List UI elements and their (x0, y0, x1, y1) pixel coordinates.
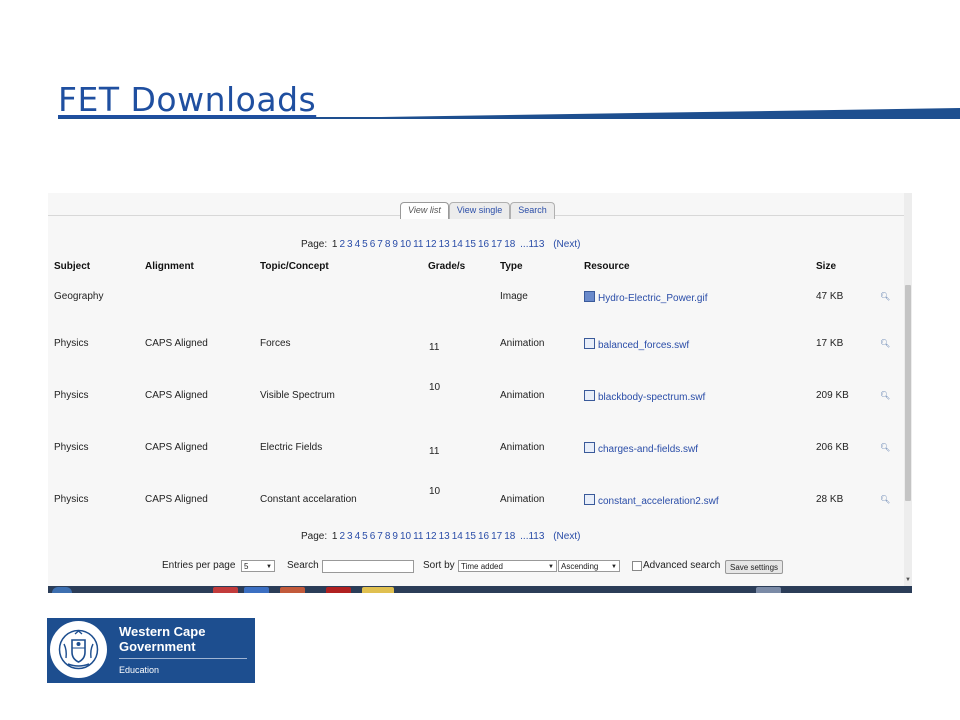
resource-link[interactable]: Hydro-Electric_Power.gif (598, 293, 708, 304)
entries-per-page-value: 5 (244, 562, 249, 571)
taskbar-app-icon[interactable] (213, 587, 238, 593)
entries-per-page-select[interactable] (241, 560, 275, 572)
cell-topic: Visible Spectrum (260, 390, 335, 401)
logo-text-line2: Government (119, 639, 196, 654)
start-button-icon[interactable] (52, 587, 72, 593)
chevron-down-icon: ▼ (548, 564, 554, 570)
cell-type: Animation (500, 338, 545, 349)
search-input[interactable] (322, 560, 414, 573)
view-details-magnifier-icon[interactable]: 🔍︎ (880, 292, 891, 301)
pager-page-link[interactable]: 7 (377, 239, 383, 250)
logo-divider (119, 658, 247, 659)
cell-resource (584, 390, 705, 403)
cell-subject: Geography (54, 291, 104, 302)
taskbar-app-icon[interactable] (280, 587, 305, 593)
tray-icon[interactable] (756, 587, 781, 593)
pager-page-link[interactable]: 3 (347, 531, 353, 542)
col-header-resource[interactable]: Resource (584, 261, 630, 272)
resource-link[interactable]: charges-and-fields.swf (598, 444, 699, 455)
pager-page-link[interactable]: 15 (464, 531, 476, 542)
cell-grade: 10 (429, 486, 441, 497)
pager-page-link[interactable]: 10 (399, 531, 412, 542)
pager-last-page[interactable]: ...113 (520, 239, 545, 250)
pager-page-link[interactable]: 6 (369, 531, 376, 542)
col-header-size[interactable]: Size (816, 261, 837, 272)
pager-page-link[interactable]: 1 (331, 239, 338, 250)
pager-page-link[interactable]: 17 (491, 531, 503, 542)
cell-subject: Physics (54, 390, 89, 401)
pager-page-link[interactable]: 9 (392, 239, 398, 250)
database-screenshot (48, 193, 912, 593)
view-details-magnifier-icon[interactable]: 🔍︎ (880, 495, 891, 504)
coat-of-arms-seal-icon (50, 621, 107, 678)
pager-page-link[interactable]: 4 (354, 531, 361, 542)
taskbar-app-icon[interactable] (362, 587, 394, 593)
cell-subject: Physics (54, 442, 89, 453)
pager-page-link[interactable]: 2 (339, 531, 346, 542)
pager-page-link[interactable]: 11 (413, 531, 424, 542)
pager-page-link[interactable]: 5 (362, 239, 368, 250)
pager-page-link[interactable]: 18 (504, 531, 516, 542)
view-details-magnifier-icon[interactable]: 🔍︎ (880, 339, 891, 348)
pager-page-link[interactable]: 11 (413, 239, 424, 250)
pager-next-link[interactable]: (Next) (553, 239, 581, 250)
col-header-type[interactable]: Type (500, 261, 523, 272)
cell-resource (584, 338, 689, 351)
pager-page-link[interactable]: 12 (425, 531, 437, 542)
cell-type: Animation (500, 390, 545, 401)
cell-size: 17 KB (816, 338, 844, 349)
pager-top (301, 239, 580, 250)
cell-resource (584, 291, 707, 304)
col-header-topic[interactable]: Topic/Concept (260, 261, 329, 272)
pager-page-link[interactable]: 6 (369, 239, 376, 250)
cell-topic: Forces (260, 338, 291, 349)
cell-resource (584, 442, 698, 455)
cell-size: 206 KB (816, 442, 849, 453)
slide-title[interactable]: FET Downloads (58, 80, 317, 119)
advanced-search-checkbox[interactable] (632, 561, 642, 571)
search-label: Search (287, 560, 319, 571)
logo-text-line3: Education (119, 665, 160, 675)
sort-by-select[interactable] (458, 560, 557, 572)
cell-alignment: CAPS Aligned (145, 442, 208, 453)
cell-size: 209 KB (816, 390, 849, 401)
pager-page-link[interactable]: 1 (331, 531, 338, 542)
cell-alignment: CAPS Aligned (145, 494, 208, 505)
chevron-down-icon: ▼ (611, 564, 617, 570)
cell-type: Image (500, 291, 528, 302)
pager-page-link[interactable]: 15 (464, 239, 476, 250)
view-tabs (400, 202, 555, 218)
pager-page-link[interactable]: 14 (451, 239, 463, 250)
flash-file-icon (584, 390, 595, 401)
advanced-search-label: Advanced search (643, 560, 721, 571)
pager-pages (330, 531, 515, 542)
tab-view-list[interactable]: View list (400, 202, 449, 219)
pager-page-link[interactable]: 17 (491, 239, 503, 250)
pager-page-link[interactable]: 18 (504, 239, 516, 250)
tab-search[interactable]: Search (510, 202, 555, 219)
pager-bottom (301, 531, 580, 542)
pager-page-link[interactable]: 4 (354, 239, 361, 250)
os-taskbar (48, 586, 912, 593)
flash-file-icon (584, 338, 595, 349)
taskbar-app-icon[interactable] (244, 587, 269, 593)
chevron-down-icon: ▼ (266, 564, 272, 570)
cell-size: 47 KB (816, 291, 844, 302)
flash-file-icon (584, 494, 595, 505)
coat-of-arms-icon (58, 628, 99, 671)
pager-pages (330, 239, 515, 250)
pager-page-link[interactable]: 13 (438, 531, 450, 542)
pager-page-link[interactable]: 13 (438, 239, 450, 250)
flash-file-icon (584, 442, 595, 453)
scroll-down-arrow-icon[interactable]: ▼ (905, 577, 911, 583)
sort-order-value: Ascending (561, 562, 599, 571)
entries-per-page-label: Entries per page (162, 560, 236, 571)
cell-subject: Physics (54, 338, 89, 349)
pager-page-link[interactable]: 16 (478, 531, 490, 542)
view-details-magnifier-icon[interactable]: 🔍︎ (880, 391, 891, 400)
pager-page-link[interactable]: 7 (377, 531, 383, 542)
pager-page-link[interactable]: 8 (384, 239, 391, 250)
pager-label: Page: (301, 239, 328, 250)
pager-last-page[interactable]: ...113 (520, 531, 545, 542)
sort-order-select[interactable] (558, 560, 620, 572)
pager-label: Page: (301, 531, 328, 542)
sort-by-label: Sort by (423, 560, 455, 571)
tab-view-single[interactable]: View single (449, 202, 510, 219)
sort-by-value: Time added (461, 562, 503, 571)
pager-page-link[interactable]: 10 (399, 239, 412, 250)
pager-next-link[interactable]: (Next) (553, 531, 581, 542)
pager-page-link[interactable]: 16 (478, 239, 490, 250)
vertical-scrollbar[interactable] (904, 193, 912, 593)
cell-grade: 11 (429, 342, 440, 353)
taskbar-app-icon[interactable] (326, 587, 351, 593)
cell-type: Animation (500, 442, 545, 453)
pager-page-link[interactable]: 5 (362, 531, 368, 542)
cell-alignment: CAPS Aligned (145, 390, 208, 401)
col-header-alignment[interactable]: Alignment (145, 261, 194, 272)
pager-page-link[interactable]: 8 (384, 531, 391, 542)
pager-page-link[interactable]: 3 (347, 239, 353, 250)
cell-resource (584, 494, 719, 507)
save-settings-button[interactable]: Save settings (725, 560, 783, 574)
pager-page-link[interactable]: 2 (339, 239, 346, 250)
pager-page-link[interactable]: 9 (392, 531, 398, 542)
cell-topic: Electric Fields (260, 442, 323, 453)
cell-grade: 10 (429, 382, 441, 393)
cell-topic: Constant accelaration (260, 494, 357, 505)
image-file-icon (584, 291, 595, 302)
cell-size: 28 KB (816, 494, 844, 505)
scrollbar-thumb[interactable] (905, 285, 911, 501)
resource-link[interactable]: balanced_forces.swf (598, 340, 690, 351)
resource-link[interactable]: constant_acceleration2.swf (598, 496, 719, 507)
cell-subject: Physics (54, 494, 89, 505)
logo-text-line1: Western Cape (119, 624, 206, 639)
pager-page-link[interactable]: 14 (451, 531, 463, 542)
pager-page-link[interactable]: 12 (425, 239, 437, 250)
cell-type: Animation (500, 494, 545, 505)
western-cape-government-logo (47, 618, 255, 683)
resource-link[interactable]: blackbody-spectrum.swf (598, 392, 706, 403)
cell-alignment: CAPS Aligned (145, 338, 208, 349)
col-header-subject[interactable]: Subject (54, 261, 91, 272)
view-details-magnifier-icon[interactable]: 🔍︎ (880, 443, 891, 452)
cell-grade: 11 (429, 446, 440, 457)
col-header-grades[interactable]: Grade/s (428, 261, 466, 272)
